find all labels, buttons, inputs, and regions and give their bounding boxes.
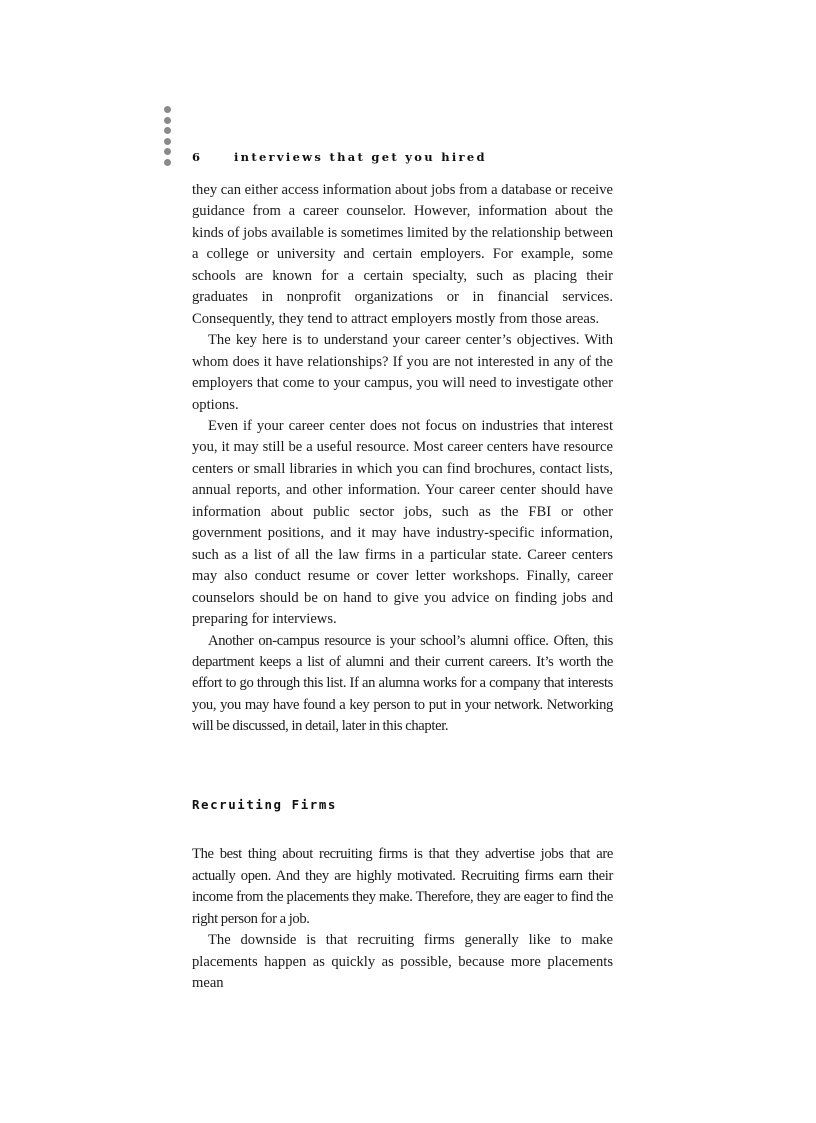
dot-icon	[164, 117, 171, 124]
dot-icon	[164, 148, 171, 155]
running-title: interviews that get you hired	[234, 150, 487, 164]
page-number: 6	[192, 150, 201, 164]
running-header	[192, 150, 487, 164]
dot-icon	[164, 106, 171, 113]
dot-icon	[164, 159, 171, 166]
body-paragraph: The key here is to understand your career center’s objectives. With whom does it have relationships? If you are not interested in any of the employers that come to your campus, you will need to investigate other options.	[192, 332, 613, 413]
body-paragraph: Even if your career center does not focus on industries that interest you, it may still be a useful resource. Most career centers have resource centers or small libraries in which you can find brochures, contact lists, annual reports, and other information. Your career center should have information about public sector jobs, such as the FBI or other government positions, and it may have industry-specific information, such as a list of all the law firms in a particular state. Career centers may also conduct resume or cover letter workshops. Finally, career counselors should be on hand to give you advice on finding jobs and preparing for interviews.	[192, 417, 613, 628]
body-paragraph: they can either access information about jobs from a database or receive guidance from a career counselor. However, information about the kinds of jobs available is sometimes limited by the relationship between a college or university and certain employers. For example, some schools are known for a certain specialty, such as placing their graduates in nonprofit organizations or in financial services. Consequently, they tend to attract employers mostly from those areas.	[192, 182, 614, 327]
dot-icon	[164, 127, 171, 134]
section-heading: Recruiting Firms	[192, 796, 337, 812]
body-paragraph: The downside is that recruiting firms generally like to make placements happen as quickly as possible, because more placements mean	[192, 932, 613, 991]
dot-icon	[164, 138, 171, 145]
body-paragraph: Another on-campus resource is your school’s alumni office. Often, this department keeps a list of alumni and their current careers. It’s worth the effort to go through this list. If an alumna works for a company that interests you, you may have found a key person to put in your network. Networking will be discussed, in detail, later in this chapter.	[192, 632, 613, 735]
body-paragraph: The best thing about recruiting firms is that they advertise jobs that are actually open. And they are highly motivated. Recruiting firms earn their income from the placements they make. Therefore, they are eager to find the right person for a job.	[192, 846, 613, 927]
page-body	[192, 180, 613, 994]
decorative-dots	[164, 106, 172, 169]
